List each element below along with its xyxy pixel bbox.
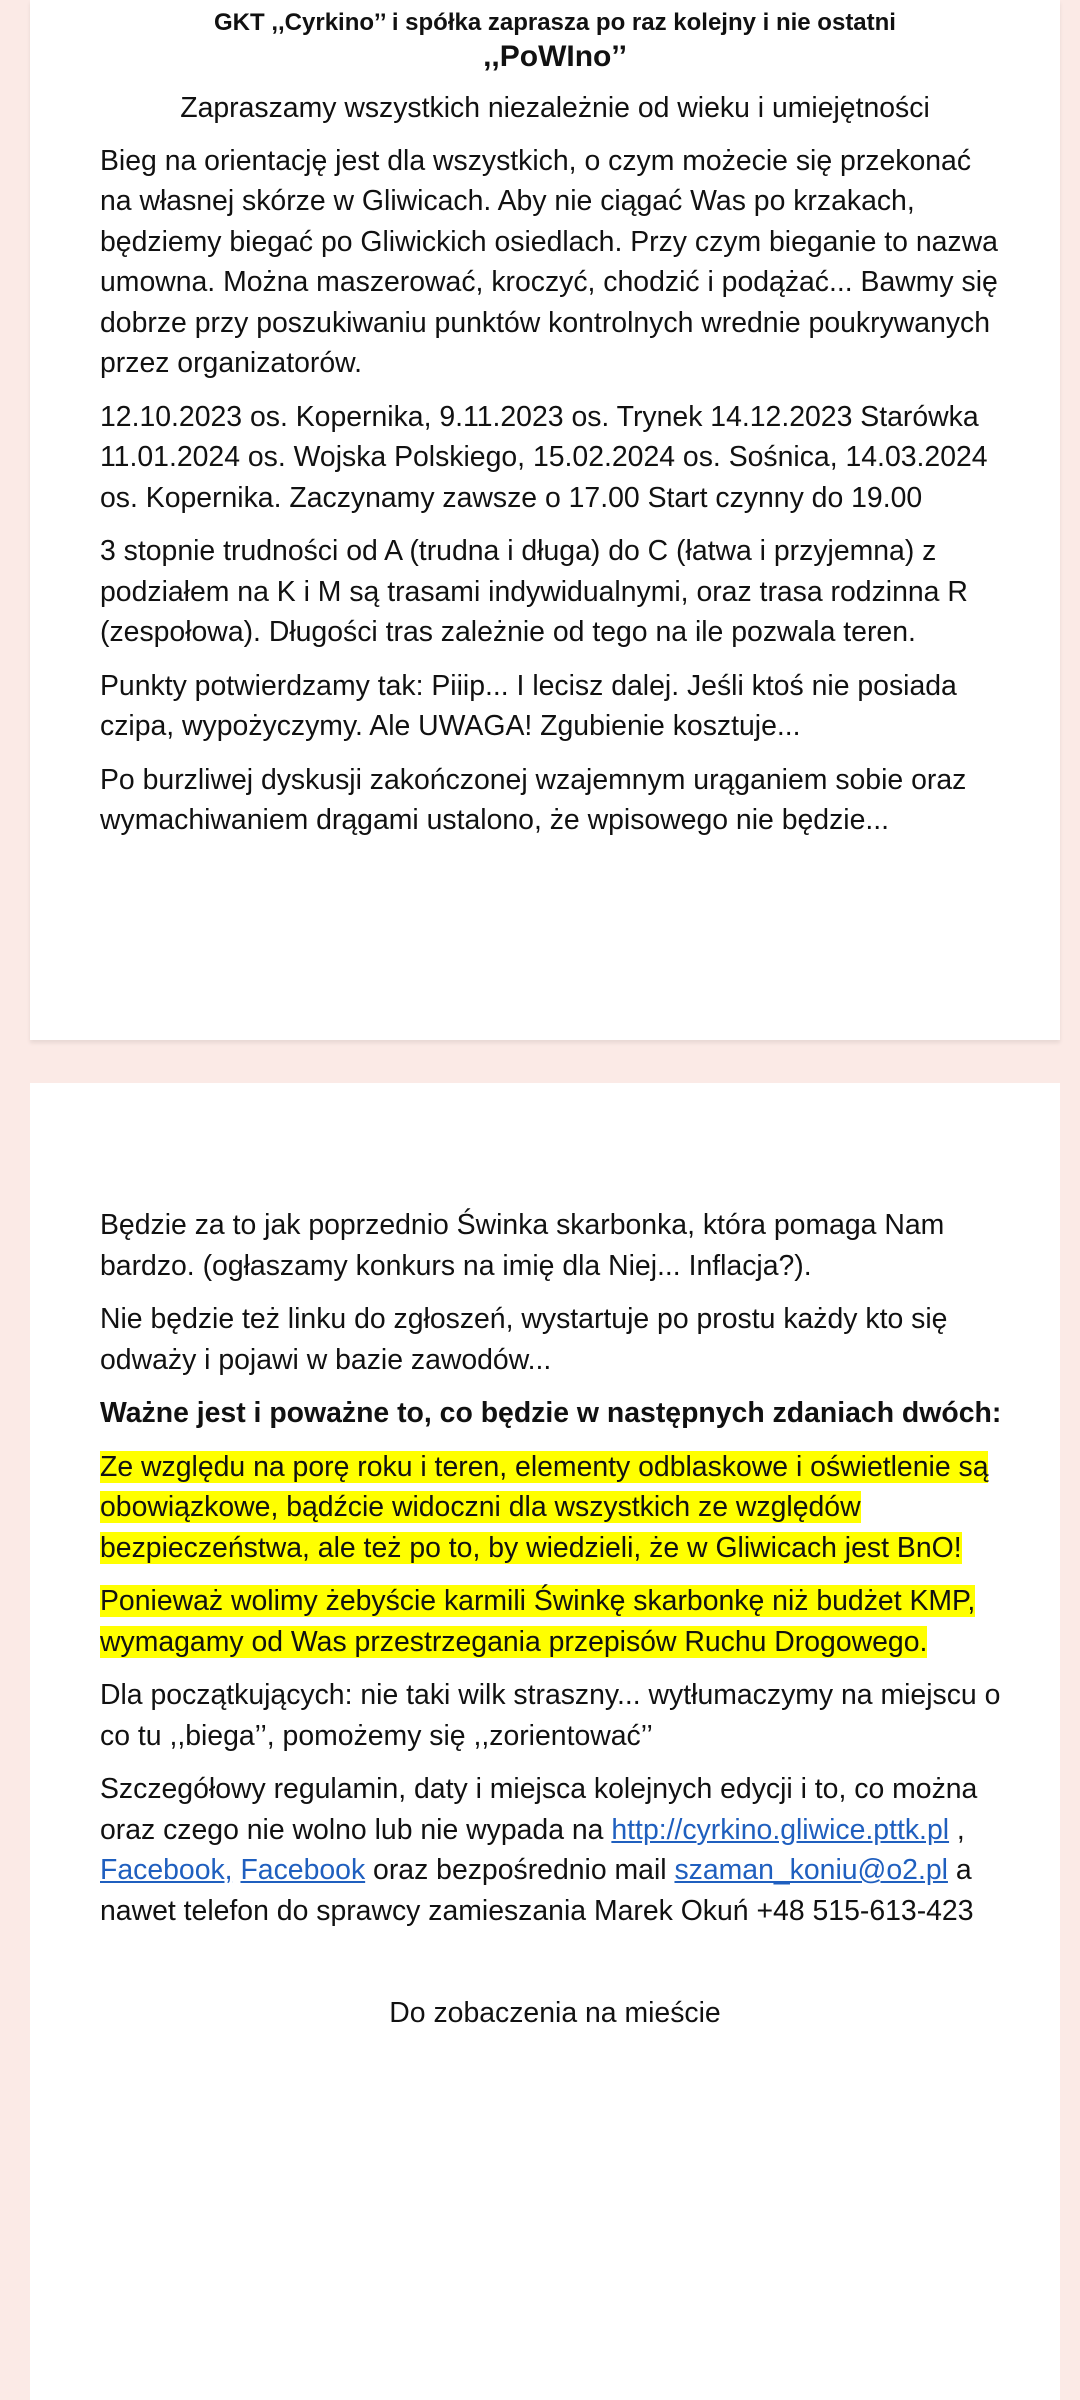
paragraph-important: Ważne jest i poważne to, co będzie w następnych zdaniach dwóch: bbox=[100, 1397, 1002, 1429]
subtitle: Zapraszamy wszystkich niezależnie od wieku i umiejętności bbox=[180, 92, 930, 124]
facebook-link-1[interactable]: Facebook, bbox=[100, 1854, 233, 1886]
highlighted-text-safety: Ze względu na porę roku i teren, elementy odblaskowe i oświetlenie są obowiązkowe, bądźcie widoczni dla wszystkich ze względów bezpieczeństwa, ale też po to, by wiedzieli, że w Gliwicach jest BnO! bbox=[100, 1450, 989, 1564]
contact-text-1: Szczegółowy regulamin, daty i miejsca kolejnych edycji i to, co można oraz czego nie wolno lub nie wypada na bbox=[100, 1773, 978, 1846]
paragraph-checkpoints: Punkty potwierdzamy tak: Piiip... I lecisz dalej. Jeśli ktoś nie posiada czipa, wypożyczymy. Ale UWAGA! Zgubienie kosztuje... bbox=[100, 669, 957, 742]
closing-line: Do zobaczenia na mieście bbox=[389, 1997, 721, 2029]
header-line-1: GKT ,,Cyrkino’’ i spółka zaprasza po raz kolejny i nie ostatni bbox=[214, 9, 896, 36]
contact-text-2: , bbox=[949, 1813, 965, 1846]
event-title: ,,PoWIno’’ bbox=[483, 40, 627, 73]
document-page-1 bbox=[30, 0, 1060, 1040]
website-link[interactable]: http://cyrkino.gliwice.pttk.pl bbox=[611, 1813, 950, 1846]
paragraph-traffic bbox=[100, 1581, 1010, 1662]
page-2-content bbox=[100, 1205, 1010, 2034]
paragraph-dates: 12.10.2023 os. Kopernika, 9.11.2023 os. Trynek 14.12.2023 Starówka 11.01.2024 os. Wojska Polskiego, 15.02.2024 os. Sośnica, 14.03.2024 os. Kopernika. Zaczynamy zawsze o 17.00 Start czynny do 19.00 bbox=[100, 400, 988, 514]
facebook-link-2[interactable]: Facebook bbox=[240, 1854, 366, 1886]
paragraph-difficulty: 3 stopnie trudności od A (trudna i długa) do C (łatwa i przyjemna) z podziałem na K i M są trasami indywidualnymi, oraz trasa rodzinna R (zespołowa). Długości tras zależnie od tego na ile pozwala teren. bbox=[100, 535, 968, 648]
paragraph-registration: Nie będzie też linku do zgłoszeń, wystartuje po prostu każdy kto się odważy i pojawi w bazie zawodów... bbox=[100, 1303, 948, 1376]
highlighted-text-traffic: Ponieważ wolimy żebyście karmili Świnkę skarbonkę niż budżet KMP, wymagamy od Was przestrzegania przepisów Ruchu Drogowego. bbox=[100, 1585, 976, 1658]
document-page-2 bbox=[30, 1083, 1060, 2400]
paragraph-beginners: Dla początkujących: nie taki wilk straszny... wytłumaczymy na miejscu o co tu ,,biega’’, pomożemy się ,,zorientować’’ bbox=[100, 1679, 1001, 1752]
paragraph-contact bbox=[100, 1769, 1010, 1931]
contact-text-5: a nawet telefon do sprawcy zamieszania Marek Okuń +48 515-613-423 bbox=[100, 1854, 974, 1927]
paragraph-safety bbox=[100, 1447, 1010, 1569]
paragraph-fee: Po burzliwej dyskusji zakończonej wzajemnym urąganiem sobie oraz wymachiwaniem drągami ustalono, że wpisowego nie będzie... bbox=[100, 763, 967, 836]
paragraph-piggy-bank: Będzie za to jak poprzednio Świnka skarbonka, która pomaga Nam bardzo. (ogłaszamy konkurs na imię dla Niej... Inflacja?). bbox=[100, 1209, 945, 1282]
paragraph-intro: Bieg na orientację jest dla wszystkich, o czym możecie się przekonać na własnej skórze w Gliwicach. Aby nie ciągać Was po krzakach, będziemy biegać po Gliwickich osiedlach. Przy czym bieganie to nazwa umowna. Można maszerować, kroczyć, chodzić i podążać... Bawmy się dobrze przy poszukiwaniu punktów kontrolnych wrednie poukrywanych przez organizatorów. bbox=[100, 144, 998, 379]
contact-text-4: oraz bezpośrednio mail bbox=[365, 1854, 675, 1886]
email-link[interactable]: szaman_koniu@o2.pl bbox=[674, 1854, 948, 1886]
page-1-content bbox=[100, 8, 1010, 841]
